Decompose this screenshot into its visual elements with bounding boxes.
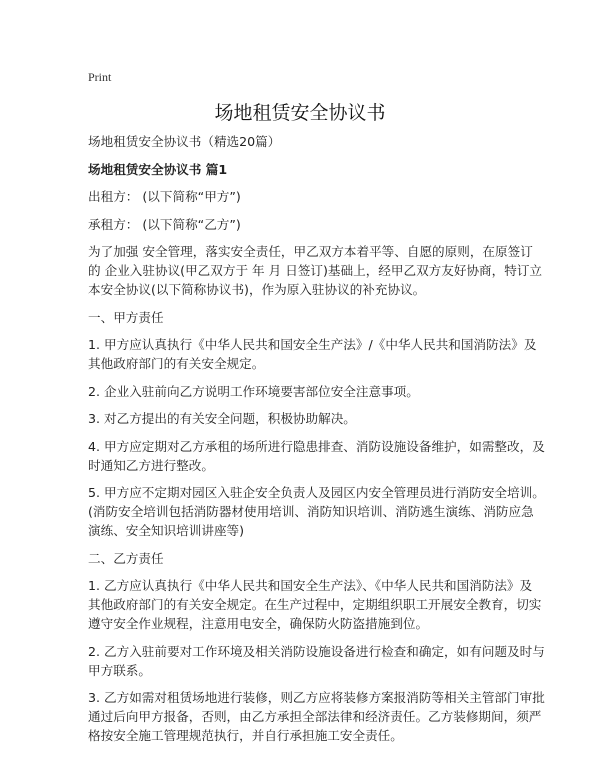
text-line: 承租方： (以下简称“乙方”) (88, 216, 241, 232)
text-line: 出租方： (以下简称“甲方”) (88, 189, 241, 204)
text-line: 1. 乙方应认真执行《中华人民共和国安全生产法》、《中华人民共和国消防法》及 (88, 578, 533, 593)
text-line: 通过后向甲方报备，否则，由乙方承担全部法律和经济责任。乙方装修期间，须严 (88, 709, 542, 724)
text-line: 遵守安全作业规程，注意用电安全，确保防火防盗措施到位。 (88, 616, 429, 631)
paragraph (88, 483, 545, 540)
text-line: 一、甲方责任 (88, 309, 164, 325)
text-line: 的 企业入驻协议(甲乙双方于 年 月 日签订)基础上，经甲乙双方友好协商，特订立 (88, 263, 543, 278)
paragraph (88, 187, 528, 206)
text-line: 场地租赁安全协议书（精选20篇） (88, 134, 281, 149)
text-line: 3. 对乙方提出的有关安全问题，积极协助解决。 (88, 411, 356, 426)
text-line: 本安全协议(以下简称协议书)，作为原入驻协议的补充协议。 (88, 282, 426, 297)
document-title: 场地租赁安全协议书 (214, 102, 386, 124)
paragraph (88, 242, 543, 299)
text-line: 甲方联系。 (88, 662, 151, 678)
text-line: (消防安全培训包括消防器材使用培训、消防知识培训、消防逃生演练、消防应急 (88, 504, 534, 519)
paragraph (88, 335, 537, 373)
text-line: 场地租赁安全协议书 篇1 (88, 161, 228, 177)
document-body (88, 132, 545, 754)
text-line: 其他政府部门的有关安全规定。在生产过程中，定期组织职工开展安全教育，切实 (88, 597, 542, 612)
text-line: 演练、安全知识培训讲座等) (88, 523, 245, 538)
text-line: 二、乙方责任 (88, 550, 164, 566)
text-line: 格按安全施工管理规范执行，并自行承担施工安全责任。 (88, 728, 403, 743)
text-line: 时通知乙方进行整改。 (88, 457, 214, 473)
text-line: 为了加强 安全管理，落实安全责任，甲乙双方本着平等、自愿的原则，在原签订 (88, 244, 533, 259)
paragraph (88, 576, 542, 633)
paragraph (88, 688, 545, 745)
text-line: 2. 企业入驻前向乙方说明工作环境要害部位安全注意事项。 (88, 383, 419, 399)
paragraph (88, 308, 528, 327)
paragraph (88, 549, 528, 568)
text-line: 2. 乙方入驻前要对工作环境及相关消防设施设备进行检查和确定，如有问题及时与 (88, 643, 545, 659)
text-line: 3. 乙方如需对租赁场地进行装修，则乙方应将装修方案报消防等相关主管部门审批 (88, 690, 545, 705)
text-line: 1. 甲方应认真执行《中华人民共和国安全生产法》/《中华人民共和国消防法》及 (88, 337, 537, 352)
text-line: 4. 甲方应定期对乙方承租的场所进行隐患排查、消防设施设备维护，如需整改，及 (88, 438, 545, 454)
text-line: 5. 甲方应不定期对园区入驻企安全负责人及园区内安全管理员进行消防安全培训。 (88, 485, 545, 500)
paragraph (88, 382, 528, 401)
section-heading (88, 160, 528, 179)
text-line: 其他政府部门的有关安全规定。 (88, 356, 265, 371)
print-link[interactable]: Print (88, 70, 112, 84)
paragraph (88, 642, 545, 680)
paragraph (88, 409, 528, 428)
paragraph (88, 132, 528, 151)
paragraph (88, 437, 545, 475)
paragraph (88, 215, 528, 234)
